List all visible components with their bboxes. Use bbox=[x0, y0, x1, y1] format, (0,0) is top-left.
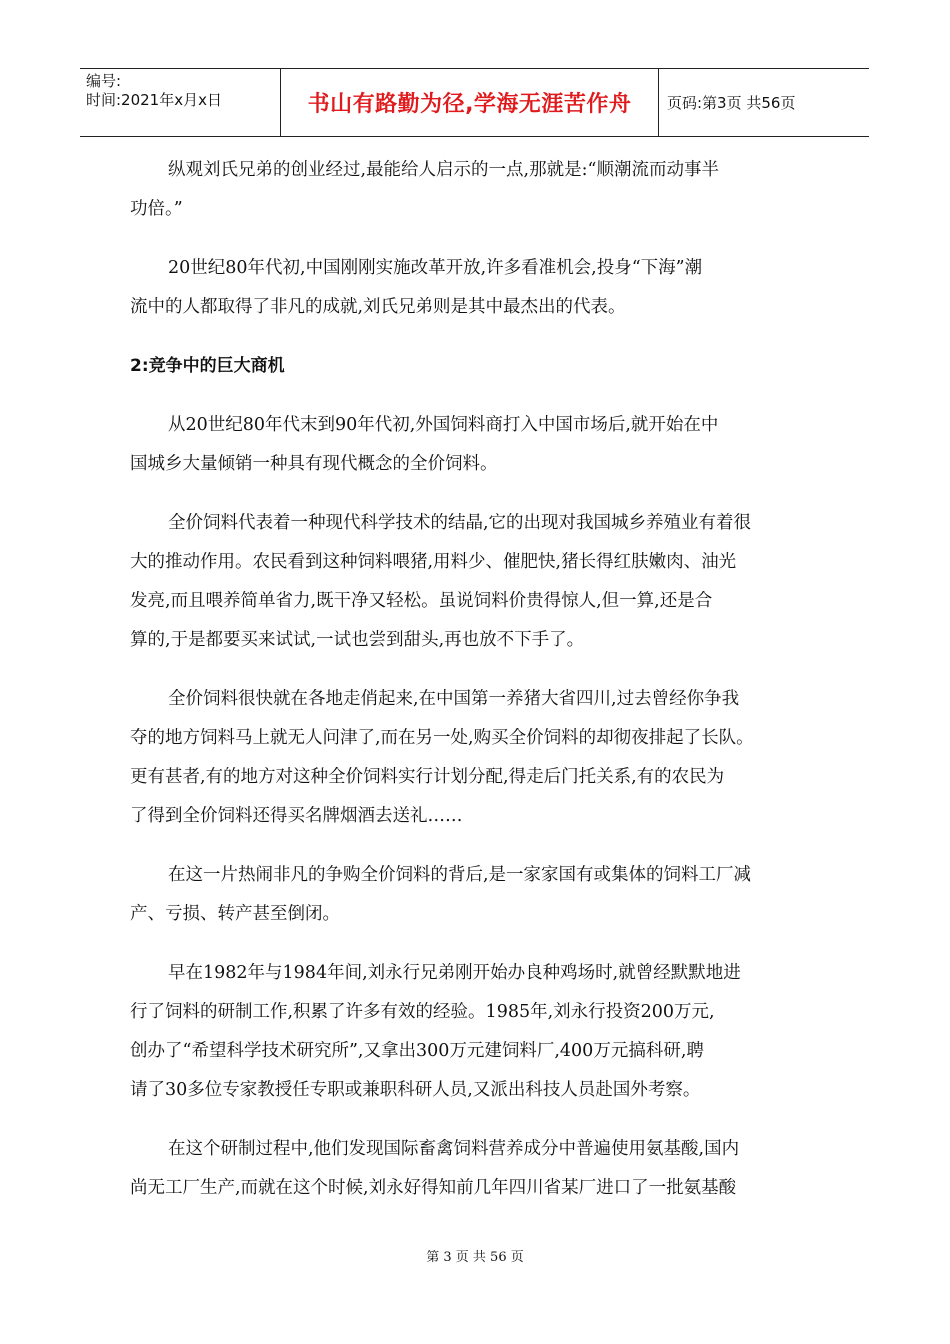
text-line: 大的推动作用。农民看到这种饲料喂猪,用料少、催肥快,猪长得红肤嫩肉、油光 bbox=[130, 552, 737, 572]
text-line: 发亮,而且喂养简单省力,既干净又轻松。虽说饲料价贵得惊人,但一算,还是合 bbox=[130, 591, 713, 611]
document-date: 时间:2021年x月x日 bbox=[86, 91, 222, 109]
paragraph-8 bbox=[130, 1130, 830, 1208]
document-number: 编号: bbox=[86, 72, 122, 90]
text-line: 20世纪80年代初,中国刚刚实施改革开放,许多看准机会,投身“下海”潮 bbox=[168, 258, 703, 278]
text-line: 全价饲料代表着一种现代科学技术的结晶,它的出现对我国城乡养殖业有着很 bbox=[168, 513, 752, 533]
text-line: 纵观刘氏兄弟的创业经过,最能给人启示的一点,那就是:“顺潮流而动事半 bbox=[168, 160, 719, 180]
paragraph-7 bbox=[130, 954, 830, 1110]
paragraph-6 bbox=[130, 856, 830, 934]
text-line: 产、亏损、转产甚至倒闭。 bbox=[130, 904, 340, 924]
header-meta bbox=[80, 69, 281, 136]
header-motto: 书山有路勤为径,学海无涯苦作舟 bbox=[281, 69, 659, 136]
paragraph-3 bbox=[130, 406, 830, 484]
paragraph-1 bbox=[130, 151, 830, 229]
page-footer: 第 3 页 共 56 页 bbox=[426, 1250, 524, 1265]
header-page-number: 页码:第3页 共56页 bbox=[667, 94, 796, 112]
text-line: 了得到全价饲料还得买名牌烟酒去送礼…… bbox=[130, 806, 463, 826]
text-line: 早在1982年与1984年间,刘永行兄弟刚开始办良种鸡场时,就曾经默默地进 bbox=[168, 963, 741, 983]
text-line: 尚无工厂生产,而就在这个时候,刘永好得知前几年四川省某厂进口了一批氨基酸 bbox=[130, 1178, 737, 1198]
text-line: 行了饲料的研制工作,积累了许多有效的经验。1985年,刘永行投资200万元, bbox=[130, 1002, 715, 1022]
document-body bbox=[130, 151, 830, 1228]
text-line: 流中的人都取得了非凡的成就,刘氏兄弟则是其中最杰出的代表。 bbox=[130, 297, 626, 317]
text-line: 功倍。” bbox=[130, 199, 183, 219]
text-line: 全价饲料很快就在各地走俏起来,在中国第一养猪大省四川,过去曾经你争我 bbox=[168, 689, 740, 709]
text-line: 请了30多位专家教授任专职或兼职科研人员,又派出科技人员赴国外考察。 bbox=[130, 1080, 701, 1100]
text-line: 在这个研制过程中,他们发现国际畜禽饲料营养成分中普遍使用氨基酸,国内 bbox=[168, 1139, 740, 1159]
text-line: 国城乡大量倾销一种具有现代概念的全价饲料。 bbox=[130, 454, 498, 474]
section-heading: 2:竞争中的巨大商机 bbox=[130, 356, 285, 376]
paragraph-4 bbox=[130, 504, 830, 660]
text-line: 更有甚者,有的地方对这种全价饲料实行计划分配,得走后门托关系,有的农民为 bbox=[130, 767, 725, 787]
paragraph-5 bbox=[130, 680, 830, 836]
page-header bbox=[80, 68, 869, 137]
text-line: 创办了“希望科学技术研究所”,又拿出300万元建饲料厂,400万元搞科研,聘 bbox=[130, 1041, 704, 1061]
text-line: 在这一片热闹非凡的争购全价饲料的背后,是一家家国有或集体的饲料工厂减 bbox=[168, 865, 752, 885]
text-line: 算的,于是都要买来试试,一试也尝到甜头,再也放不下手了。 bbox=[130, 630, 585, 650]
paragraph-2 bbox=[130, 249, 830, 327]
text-line: 夺的地方饲料马上就无人问津了,而在另一处,购买全价饲料的却彻夜排起了长队。 bbox=[130, 728, 754, 748]
text-line: 从20世纪80年代末到90年代初,外国饲料商打入中国市场后,就开始在中 bbox=[168, 415, 719, 435]
